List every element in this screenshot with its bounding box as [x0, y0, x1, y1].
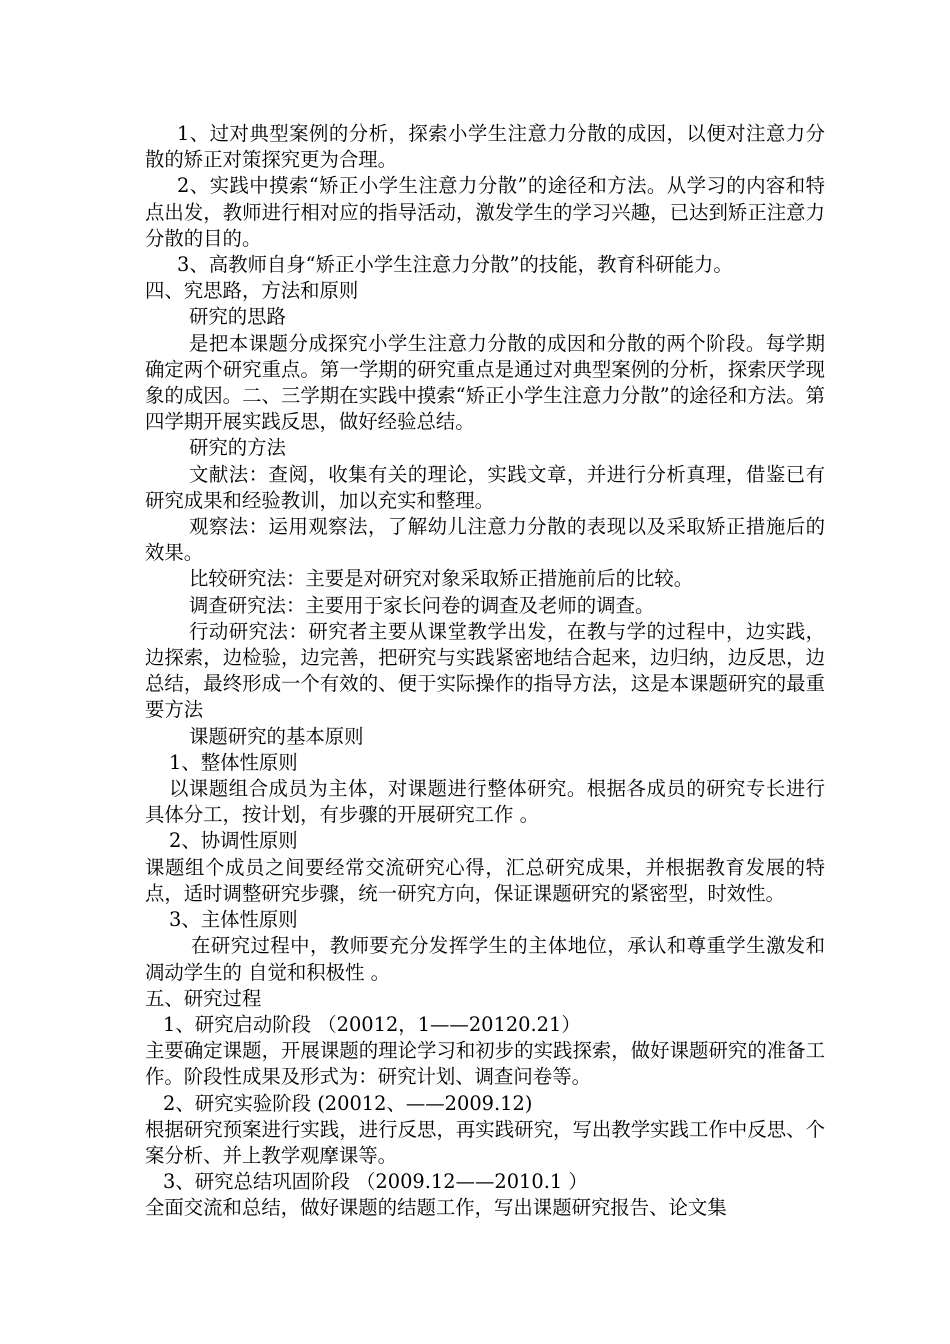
principle-3-title: 3、主体性原则 [169, 908, 298, 932]
research-approach-text: 是把本课题分成探究小学生注意力分散的成因和分散的两个阶段。每学期确定两个研究重点。第一学期的研究重点是通过对典型案例的分析，探索厌学现象的成因。二、三学期在实践中摸索“矫正小学生注意力分散”的途径和方法。第四学期开展实践反思，做好经验总结。 [145, 331, 825, 434]
principle-1-title: 1、整体性原则 [169, 750, 298, 774]
subheading-research-methods: 研究的方法 [189, 436, 286, 460]
method-comparison: 比较研究法：主要是对研究对象采取矫正措施前后的比较。 [189, 567, 694, 591]
stage-2-text: 根据研究预案进行实践，进行反思，再实践研究，写出教学实践工作中反思、个案分析、并上教学观摩课等。 [145, 1117, 825, 1167]
stage-3-title: 3、研究总结巩固阶段 （2009.12——2010.1 ） [163, 1170, 588, 1194]
stage-1-title: 1、研究启动阶段 （20012，1——20120.21） [163, 1012, 581, 1036]
objective-2: 2、实践中摸索“矫正小学生注意力分散”的途径和方法。从学习的内容和特点出发，教师进行相对应的指导活动，激发学生的学习兴趣，已达到矫正注意力分散的目的。 [145, 174, 825, 250]
subheading-research-approach: 研究的思路 [189, 305, 286, 329]
section-heading-4: 四、究思路，方法和原则 [145, 279, 359, 303]
principle-1-text: 以课题组合成员为主体，对课题进行整体研究。根据各成员的研究专长进行具体分工，按计划，有步骤的开展研究工作 。 [145, 777, 825, 827]
stage-3-text: 全面交流和总结，做好课题的结题工作，写出课题研究报告、论文集 [145, 1196, 727, 1220]
objective-3: 3、高教师自身“矫正小学生注意力分散”的技能，教育科研能力。 [177, 253, 733, 277]
method-literature: 文献法：查阅，收集有关的理论，实践文章，并进行分析真理，借鉴已有研究成果和经验教训，加以充实和整理。 [145, 462, 825, 512]
stage-2-title: 2、研究实验阶段 (20012、——2009.12) [163, 1091, 533, 1115]
principle-2-text: 课题组个成员之间要经常交流研究心得，汇总研究成果，并根据教育发展的特点，适时调整研究步骤，统一研究方向，保证课题研究的紧密型，时效性。 [145, 855, 825, 905]
method-observation: 观察法：运用观察法，了解幼儿注意力分散的表现以及采取矫正措施后的效果。 [145, 515, 825, 565]
principle-2-title: 2、协调性原则 [169, 829, 298, 853]
objective-1: 1、过对典型案例的分析，探索小学生注意力分散的成因，以便对注意力分散的矫正对策探究更为合理。 [145, 122, 825, 172]
document-body [145, 121, 825, 1222]
principle-3-text: 在研究过程中，教师要充分发挥学生的主体地位，承认和尊重学生激发和凋动学生的 自觉和积极性 。 [145, 934, 825, 984]
method-survey: 调查研究法：主要用于家长问卷的调查及老师的调查。 [189, 593, 655, 617]
stage-1-text: 主要确定课题，开展课题的理论学习和初步的实践探索，做好课题研究的准备工作。阶段性成果及形式为：研究计划、调查问卷等。 [145, 1039, 825, 1089]
section-heading-5: 五、研究过程 [145, 986, 262, 1010]
subheading-principles: 课题研究的基本原则 [189, 724, 364, 748]
method-action-research: 行动研究法：研究者主要从课堂教学出发，在教与学的过程中，边实践，边探索，边检验，边完善，把研究与实践紧密地结合起来，边归纳，边反思，边总结，最终形成一个有效的、便于实际操作的指导方法，这是本课题研究的最重要方法 [145, 619, 825, 722]
